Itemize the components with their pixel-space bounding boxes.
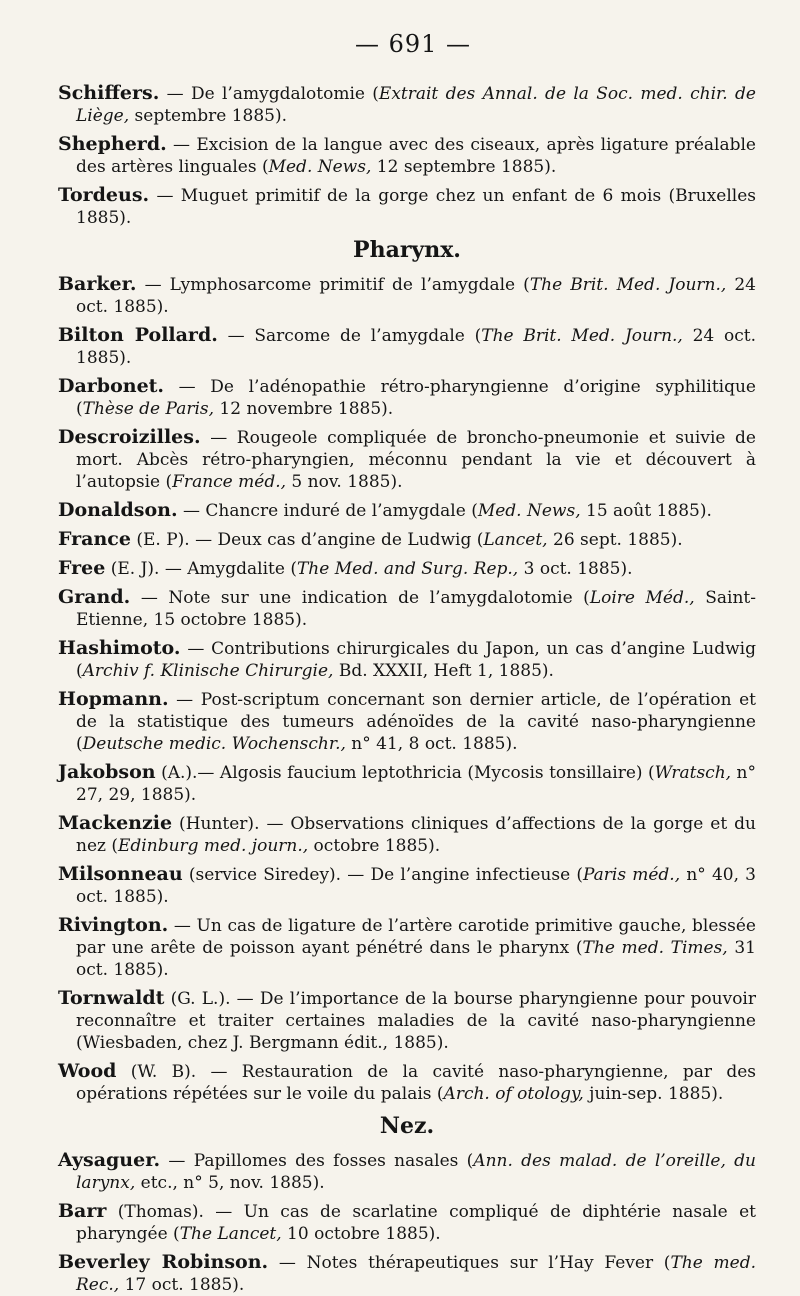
entry-source: France méd., (172, 472, 287, 492)
entry-source: The Brit. Med. Journ., (529, 275, 727, 295)
entry-tail: n° 40, 3 oct. 1885). (76, 865, 757, 907)
entry-text: (A.).— Algosis faucium leptothricia (Mycosis tonsillaire) ( (155, 763, 655, 783)
section-title: Nez. (379, 1113, 435, 1139)
entry-tail: 26 sept. 1885). (547, 530, 683, 550)
entry-source: Ann. des malad. de l’oreille, du larynx, (76, 1151, 756, 1193)
entry-author: Barr (58, 1200, 107, 1222)
entry-source: Med. News, (477, 501, 581, 521)
bibliography-entry (58, 586, 756, 631)
bibliography-entry (58, 184, 756, 229)
entry-text: — Un cas de ligature de l’artère carotide primitive gauche, blessée par une arête de poisson ayant pénétré dans le pharynx ( (76, 916, 756, 958)
entry-author: Barker. (58, 273, 137, 295)
bibliography-entry (58, 812, 756, 857)
entry-tail: etc., n° 5, nov. 1885). (135, 1173, 325, 1193)
entry-text: — Note sur une indication de l’amygdalotomie ( (130, 588, 590, 608)
bibliography-entry (58, 1251, 756, 1296)
entry-author: France (58, 528, 131, 550)
entry-text: (G. L.). — De l’importance de la bourse pharyngienne pour pouvoir reconnaître et traiter certaines maladies de la cavité naso-pharyngienne (Wiesbaden, chez J. Bergmann édit., 1885). (76, 989, 756, 1053)
entry-tail: 10 octobre 1885). (281, 1224, 441, 1244)
section-pharynx (58, 237, 756, 1105)
entry-author: Shepherd. (58, 133, 167, 155)
section-title: Pharynx. (353, 237, 461, 263)
bibliography-entry (58, 375, 756, 420)
entry-author: Schiffers. (58, 82, 160, 104)
entry-text: — Chancre induré de l’amygdale ( (177, 501, 478, 521)
entry-source: Med. News, (268, 157, 372, 177)
bibliography-entry (58, 82, 756, 127)
bibliography-entry (58, 914, 756, 981)
bibliography-entry (58, 528, 756, 551)
bibliography-entry (58, 557, 756, 580)
section-continuation (58, 82, 756, 229)
entry-author: Donaldson. (58, 499, 178, 521)
entry-text: — Notes thérapeutiques sur l’Hay Fever ( (268, 1253, 671, 1273)
entry-source: Extrait des Annal. de la Soc. med. chir. de Liège, (76, 84, 756, 126)
entry-tail: 12 novembre 1885). (214, 399, 394, 419)
entry-tail: 17 oct. 1885). (119, 1275, 245, 1295)
entry-text: (E. J). — Amygdalite ( (105, 559, 297, 579)
entry-author: Rivington. (58, 914, 169, 936)
entry-text: — Papillomes des fosses nasales ( (160, 1151, 474, 1171)
entry-author: Bilton Pollard. (58, 324, 218, 346)
entry-author: Tordeus. (58, 184, 150, 206)
bibliography-entry (58, 1200, 756, 1245)
entry-source: Wratsch, (654, 763, 732, 783)
entry-tail: 31 oct. 1885). (76, 938, 756, 980)
entry-tail: Saint-Etienne, 15 octobre 1885). (76, 588, 756, 630)
entry-author: Hopmann. (58, 688, 169, 710)
entry-text: (Thomas). — Un cas de scarlatine compliqué de diphtérie nasale et pharyngée ( (76, 1202, 756, 1244)
entry-text: — Rougeole compliquée de broncho-pneumonie et suivie de mort. Abcès rétro-pharyngien, méconnu pendant la vie et découvert à l’autopsie ( (76, 428, 756, 492)
bibliography-entry (58, 273, 756, 318)
entry-text: — Post-scriptum concernant son dernier article, de l’opération et de la statistique des tumeurs adénoïdes de la cavité naso-pharyngienne ( (76, 690, 756, 754)
bibliography-entry (58, 1149, 756, 1194)
entry-source: The med. Rec., (76, 1253, 756, 1295)
entry-text: — Excision de la langue avec des ciseaux, après ligature préalable des artères linguales ( (76, 135, 756, 177)
entry-source: The Brit. Med. Journ., (481, 326, 683, 346)
entry-author: Free (58, 557, 106, 579)
bibliography-entry (58, 324, 756, 369)
entry-text: (Hunter). — Observations cliniques d’affections de la gorge et du nez ( (76, 814, 756, 856)
bibliography-entry (58, 499, 756, 522)
entry-tail: n° 27, 29, 1885). (76, 763, 756, 805)
entry-author: Mackenzie (58, 812, 173, 834)
bibliography-entry (58, 426, 756, 493)
bibliography-entry (58, 637, 756, 682)
entry-tail: 24 oct. 1885). (76, 326, 756, 368)
entry-tail: septembre 1885). (129, 106, 287, 126)
entry-source: Edinburg med. journ., (118, 836, 309, 856)
bibliography-entry (58, 688, 756, 755)
entry-text: (W. B). — Restauration de la cavité naso-pharyngienne, par des opérations répétées sur le voile du palais ( (76, 1062, 756, 1104)
entry-source: Deutsche medic. Wochenschr., (82, 734, 346, 754)
entry-source: Loire Méd., (589, 588, 695, 608)
entry-tail: octobre 1885). (308, 836, 441, 856)
entry-source: The Med. and Surg. Rep., (296, 559, 519, 579)
entry-author: Aysaguer. (58, 1149, 161, 1171)
entry-source: Paris méd., (582, 865, 681, 885)
page-number: — 691 — (354, 30, 472, 58)
entry-tail: 12 septembre 1885). (371, 157, 557, 177)
entry-source: Arch. of otology, (443, 1084, 584, 1104)
entry-tail: juin-sep. 1885). (583, 1084, 724, 1104)
entry-author: Jakobson (58, 761, 156, 783)
entry-author: Hashimoto. (58, 637, 181, 659)
entry-text: — Muguet primitif de la gorge chez un enfant de 6 mois (Bruxelles 1885). (76, 186, 756, 228)
bibliography-entry (58, 761, 756, 806)
entry-source: Thèse de Paris, (82, 399, 215, 419)
entry-source: Archiv f. Klinische Chirurgie, (82, 661, 334, 681)
entry-tail: n° 41, 8 oct. 1885). (345, 734, 518, 754)
entry-source: Lancet, (483, 530, 548, 550)
entry-tail: 24 oct. 1885). (76, 275, 756, 317)
entry-text: — Contributions chirurgicales du Japon, un cas d’angine Ludwig ( (76, 639, 756, 681)
bibliography-entry (58, 1060, 756, 1105)
entry-text: (service Siredey). — De l’angine infectieuse ( (182, 865, 583, 885)
entry-tail: 15 août 1885). (580, 501, 712, 521)
entry-text: — De l’adénopathie rétro-pharyngienne d’origine syphilitique ( (76, 377, 756, 419)
entry-author: Tornwaldt (58, 987, 165, 1009)
bibliography-entry (58, 863, 756, 908)
bibliography-entry (58, 133, 756, 178)
section-nez (58, 1113, 756, 1296)
entry-text: — Sarcome de l’amygdale ( (217, 326, 482, 346)
entry-author: Darbonet. (58, 375, 165, 397)
entry-tail: Bd. XXXII, Heft 1, 1885). (333, 661, 554, 681)
entry-source: The med. Times, (582, 938, 728, 958)
entry-author: Grand. (58, 586, 131, 608)
entry-text: — Lymphosarcome primitif de l’amygdale ( (136, 275, 530, 295)
entry-tail: 5 nov. 1885). (286, 472, 403, 492)
entry-author: Milsonneau (58, 863, 183, 885)
entry-text: — De l’amygdalotomie ( (159, 84, 379, 104)
entry-author: Beverley Robinson. (58, 1251, 269, 1273)
entry-tail: 3 oct. 1885). (518, 559, 633, 579)
entry-author: Descroizilles. (58, 426, 201, 448)
entry-author: Wood (58, 1060, 117, 1082)
bibliography-entry (58, 987, 756, 1054)
entry-source: The Lancet, (179, 1224, 282, 1244)
entry-text: (E. P). — Deux cas d’angine de Ludwig ( (130, 530, 484, 550)
